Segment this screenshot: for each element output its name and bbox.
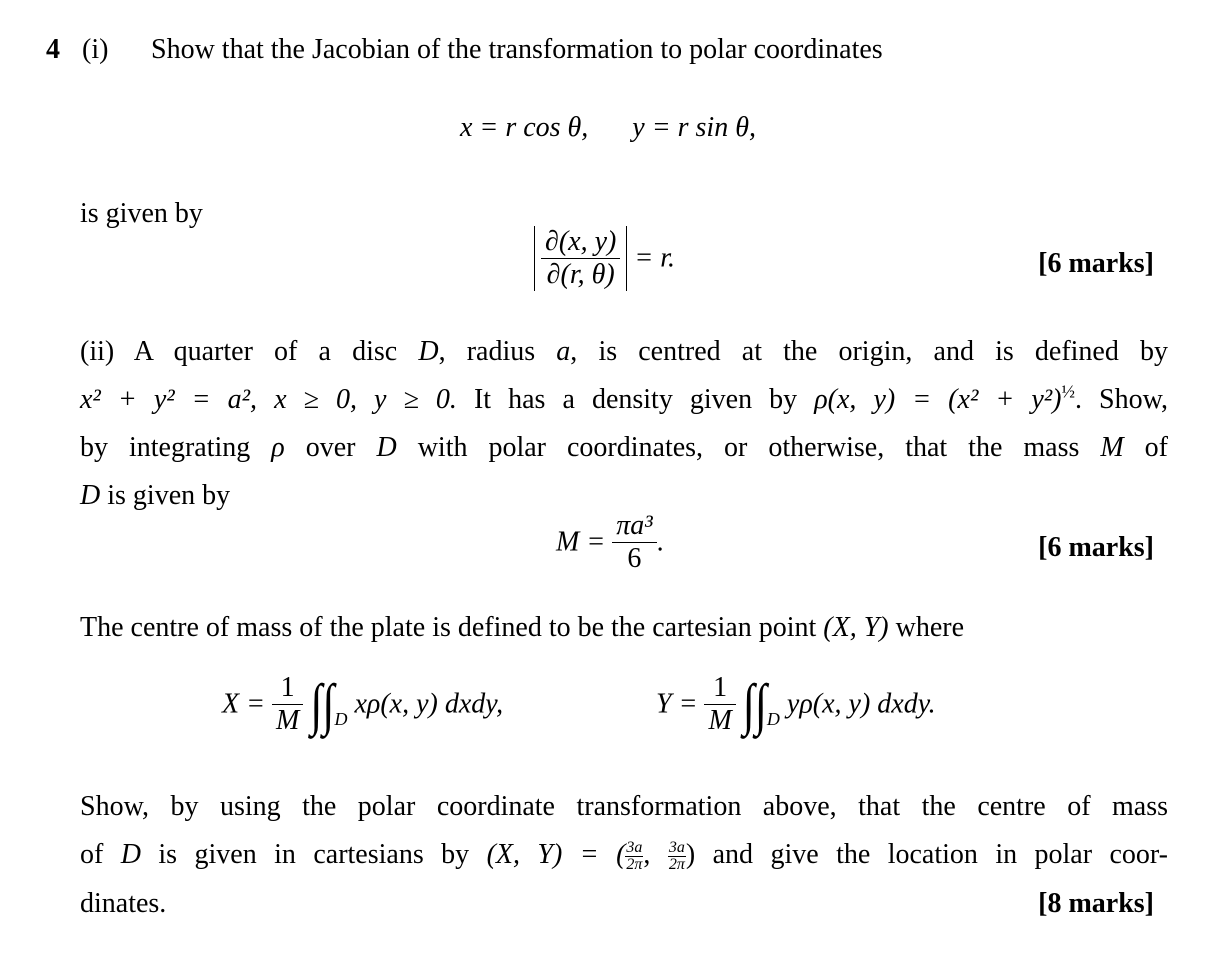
com-point: (X, Y) <box>823 612 889 643</box>
integrating-text: by integrating <box>80 432 272 463</box>
integral-domain: D <box>766 708 780 729</box>
mass-numerator: πa³ <box>612 510 656 543</box>
part-ii-line-3 <box>80 424 1168 472</box>
jacobian-fraction <box>541 226 620 291</box>
var-D: D <box>376 432 397 463</box>
var-D: D <box>80 480 101 511</box>
is-given-by-text: is given by <box>80 198 203 229</box>
final-frac-x <box>625 840 643 873</box>
part-ii-text-c: , is centred at the origin, and is defined by <box>570 336 1169 367</box>
var-rho: ρ <box>271 432 285 463</box>
final-frac-x-den: 2π <box>626 856 643 874</box>
question-number: 4 <box>46 34 60 65</box>
part-i-text: Show that the Jacobian of the transformation to polar coordinates <box>151 34 883 65</box>
integral-sign: ∫ <box>310 672 323 737</box>
mass-lhs: M = <box>556 526 606 558</box>
part-ii-text-a: (ii) A quarter of a disc <box>80 336 419 367</box>
mass-equation <box>556 510 664 575</box>
X-frac-den: M <box>276 705 300 736</box>
var-D: D <box>120 839 141 870</box>
final-line-3: dinates. <box>80 888 167 919</box>
final-frac-y <box>668 840 686 873</box>
Y-lhs: Y = <box>656 688 698 720</box>
part-ii-line-1 <box>80 328 1168 376</box>
final-line-2 <box>80 831 1168 879</box>
final-polar-text: and give the location in polar coor- <box>695 839 1168 870</box>
mass-fraction <box>612 510 656 575</box>
part-ii-text-b: , radius <box>438 336 557 367</box>
X-frac-num: 1 <box>272 672 303 705</box>
X-lhs: X = <box>222 688 265 720</box>
jacobian-denominator: ∂(r, θ) <box>546 259 615 290</box>
density-intro: It has a density given by <box>456 384 815 415</box>
integral-sign: ∫ <box>322 672 335 737</box>
final-XY: (X, Y) = ( <box>486 839 626 870</box>
transform-x: x = r cos θ, <box>460 112 589 143</box>
disc-definition: x² + y² = a², x ≥ 0, y ≥ 0. <box>80 384 457 415</box>
jacobian-equation <box>534 226 675 291</box>
density-formula: ρ(x, y) = (x² + y²) <box>814 384 1062 415</box>
given-by-text: is given by <box>100 480 231 511</box>
polar-text: with polar coordinates, or otherwise, that the mass <box>396 432 1101 463</box>
transform-y: y = r sin θ, <box>632 112 756 143</box>
X-one-over-M <box>272 672 303 737</box>
marks-final: [8 marks] <box>1038 888 1154 919</box>
mass-denominator: 6 <box>627 543 642 574</box>
show-text: . Show, <box>1074 384 1169 415</box>
part-i-label: (i) <box>82 34 109 65</box>
jacobian-rhs: = r. <box>634 242 676 274</box>
of-text: of <box>1123 432 1169 463</box>
com-text-b: where <box>888 612 965 643</box>
marks-part-i: [6 marks] <box>1038 248 1154 279</box>
final-frac-x-num: 3a <box>626 839 643 857</box>
var-a: a <box>556 336 571 367</box>
var-M: M <box>1100 432 1124 463</box>
polar-transform-equation <box>460 112 756 144</box>
integral-sign: ∫ <box>754 672 767 737</box>
Y-integrand: yρ(x, y) dxdy. <box>786 688 936 720</box>
integral-domain: D <box>334 708 348 729</box>
final-frac-y-num: 3a <box>668 839 685 857</box>
Y-frac-den: M <box>708 705 732 736</box>
final-given-text: is given in cartesians by <box>140 839 487 870</box>
jacobian-numerator: ∂(x, y) <box>541 226 620 259</box>
Y-integral-equation <box>656 672 936 737</box>
jacobian-abs <box>534 226 627 291</box>
com-text-a: The centre of mass of the plate is defined to be the cartesian point <box>80 612 824 643</box>
final-close: ) <box>685 839 696 870</box>
centre-of-mass-definition <box>80 604 1168 652</box>
final-of: of <box>80 839 121 870</box>
X-integral-equation <box>222 672 503 737</box>
final-comma: , <box>643 839 651 870</box>
over-text: over <box>284 432 377 463</box>
var-D: D <box>418 336 439 367</box>
X-integrand: xρ(x, y) dxdy, <box>354 688 504 720</box>
marks-part-ii: [6 marks] <box>1038 532 1154 563</box>
density-exponent: ½ <box>1061 381 1075 402</box>
final-line-1: Show, by using the polar coordinate transformation above, that the centre of mass <box>80 791 1168 822</box>
Y-one-over-M <box>704 672 735 737</box>
part-ii-line-2 <box>80 376 1168 424</box>
integral-sign: ∫ <box>742 672 755 737</box>
mass-period: . <box>656 526 664 558</box>
Y-frac-num: 1 <box>704 672 735 705</box>
final-frac-y-den: 2π <box>668 856 685 874</box>
